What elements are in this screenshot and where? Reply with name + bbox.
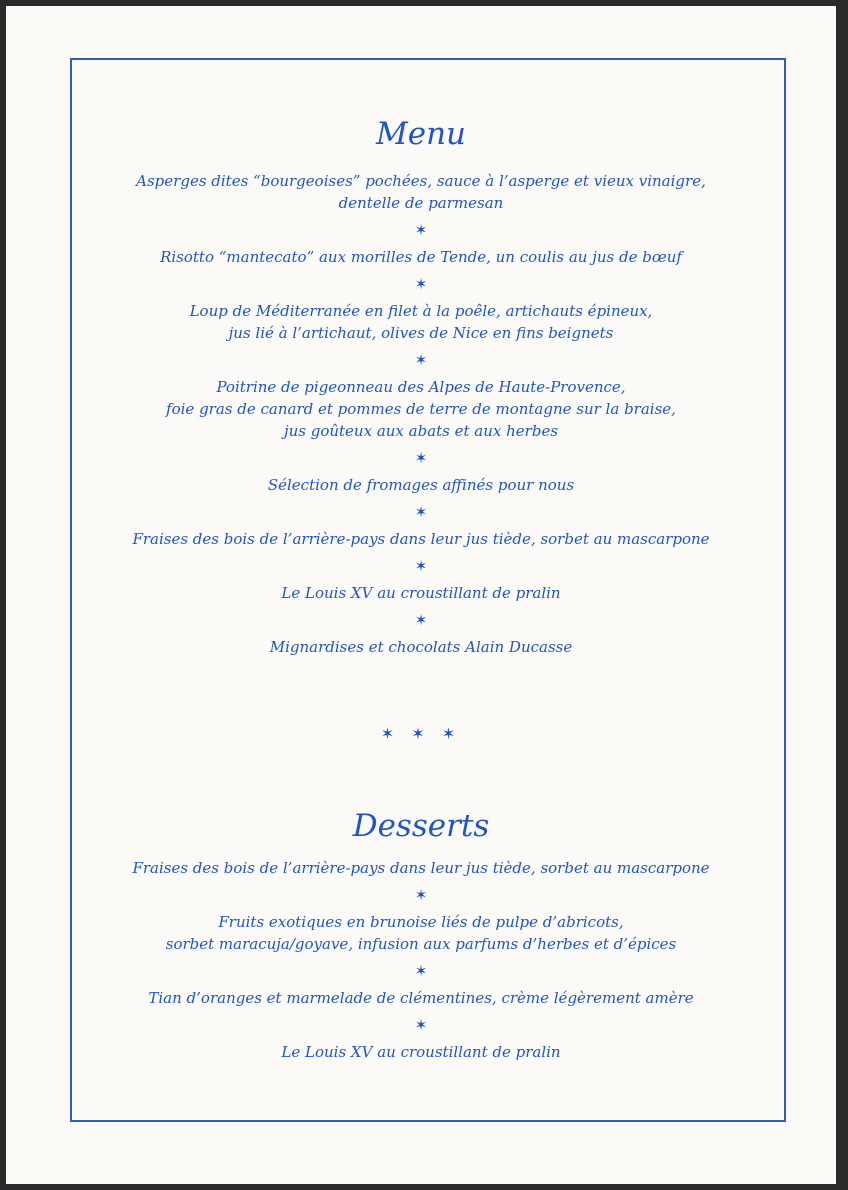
dessert-item-line: sorbet maracuja/goyave, infusion aux parfums d’herbes et d’épices [165,935,677,953]
menu-course-line: Poitrine de pigeonneau des Alpes de Haute-Provence, [216,378,626,396]
divider-stars: ✶ ✶ ✶ [380,724,462,743]
menu-course-line: Fraises des bois de l’arrière-pays dans leur jus tiède, sorbet au mascarpone [132,530,710,548]
star-separator: ✶ [414,503,428,521]
menu-card [6,6,836,1184]
dessert-item-line: Le Louis XV au croustillant de pralin [281,1043,561,1061]
menu-course-line: foie gras de canard et pommes de terre de montagne sur la braise, [166,400,676,418]
menu-course [6,636,836,658]
menu-course [6,474,836,496]
section-divider [6,724,836,743]
desserts-section [6,806,836,846]
menu-course-line: Mignardises et chocolats Alain Ducasse [269,638,573,656]
menu-course [6,582,836,604]
dessert-item-line: Fruits exotiques en brunoise liés de pulpe d’abricots, [218,913,624,931]
desserts-title: Desserts [352,808,490,844]
menu-course-line: Risotto “mantecato” aux morilles de Tende, un coulis au jus de bœuf [160,248,682,266]
dessert-item-line: Tian d’oranges et marmelade de clémentines, crème légèrement amère [148,989,694,1007]
dessert-item [6,857,836,879]
star-separator: ✶ [414,351,428,369]
menu-title: Menu [375,116,467,152]
star-separator: ✶ [414,886,428,904]
menu-course-line: jus lié à l’artichaut, olives de Nice en fins beignets [228,324,614,342]
menu-course-line: Loup de Méditerranée en filet à la poêle, artichauts épineux, [189,302,653,320]
dessert-item-line: Fraises des bois de l’arrière-pays dans leur jus tiède, sorbet au mascarpone [132,859,710,877]
dessert-item [6,987,836,1009]
dessert-item [6,1041,836,1063]
dessert-list [6,857,836,1063]
menu-course [6,376,836,442]
menu-course-line: Sélection de fromages affinés pour nous [267,476,575,494]
star-separator: ✶ [414,1016,428,1034]
star-separator: ✶ [414,221,428,239]
menu-course [6,246,836,268]
menu-course-line: jus goûteux aux abats et aux herbes [283,422,559,440]
star-separator: ✶ [414,275,428,293]
menu-course-list [6,170,836,658]
star-separator: ✶ [414,557,428,575]
menu-course-line: Le Louis XV au croustillant de pralin [281,584,561,602]
menu-course [6,528,836,550]
menu-course-line: dentelle de parmesan [338,194,504,212]
menu-course-line: Asperges dites “bourgeoises” pochées, sauce à l’asperge et vieux vinaigre, [136,172,706,190]
menu-section [6,114,836,154]
menu-course [6,170,836,214]
star-separator: ✶ [414,962,428,980]
dessert-item [6,911,836,955]
star-separator: ✶ [414,611,428,629]
star-separator: ✶ [414,449,428,467]
menu-course [6,300,836,344]
